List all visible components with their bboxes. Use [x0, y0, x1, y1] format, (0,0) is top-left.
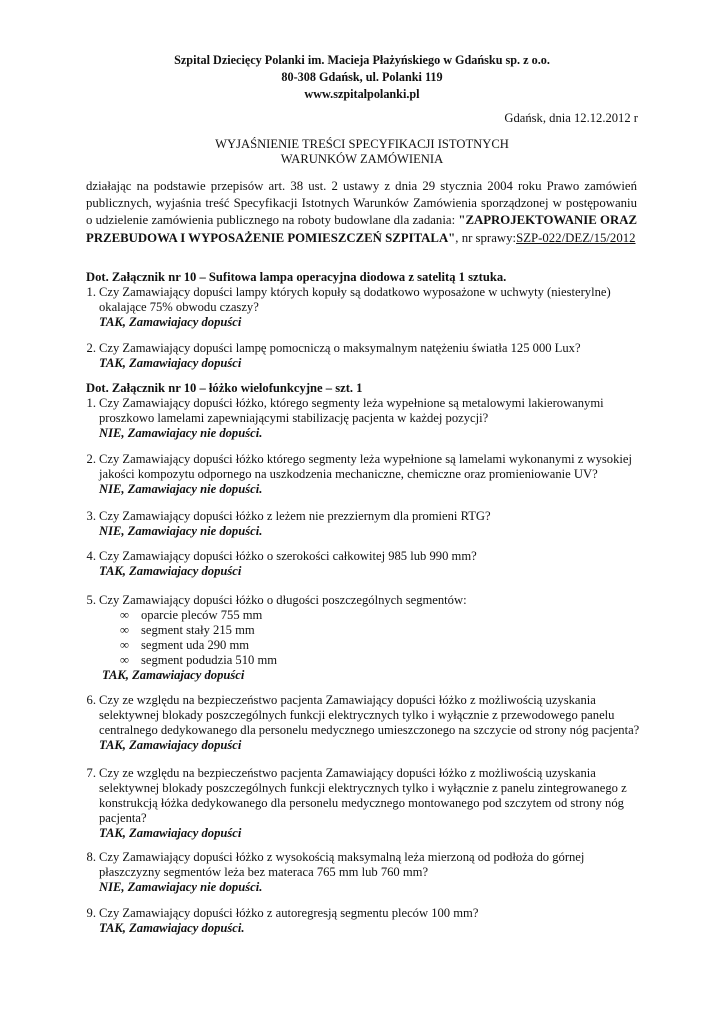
- question-text: Czy Zamawiający dopuści łóżko o długości poszczególnych segmentów:: [99, 593, 467, 607]
- list-item-text: segment stały 215 mm: [141, 623, 255, 638]
- title-line-2: WARUNKÓW ZAMÓWIENIA: [280, 152, 444, 166]
- question-text: Czy Zamawiający dopuści łóżko o szerokości całkowitej 985 lub 990 mm?: [99, 549, 477, 563]
- question-number: 1.: [86, 285, 96, 299]
- document-date: Gdańsk, dnia 12.12.2012 r: [504, 111, 638, 125]
- answer-text: NIE, Zamawiajacy nie dopuści.: [99, 524, 263, 539]
- question-number: 3.: [86, 509, 96, 523]
- bullet-icon: ∞: [120, 638, 129, 653]
- answer-text: TAK, Zamawiajacy dopuści: [99, 564, 242, 579]
- question-number: 6.: [86, 693, 96, 707]
- list-item-text: segment uda 290 mm: [141, 638, 250, 653]
- question-number: 2.: [86, 341, 96, 355]
- list-item: [120, 623, 644, 638]
- list-item: [120, 653, 644, 668]
- question-number: 8.: [86, 850, 96, 864]
- document-title: [0, 137, 724, 167]
- hospital-website: www.szpitalpolanki.pl: [304, 87, 420, 101]
- question-number: 1.: [86, 396, 96, 410]
- question-text: Czy Zamawiający dopuści łóżko z leżem nie prezziernym dla promieni RTG?: [99, 509, 491, 523]
- hospital-name: Szpital Dziecięcy Polanki im. Macieja Płażyńskiego w Gdańsku sp. z o.o.: [174, 53, 550, 67]
- case-number: SZP-022/DEZ/15/2012: [516, 230, 636, 245]
- segment-list: [99, 608, 644, 668]
- answer-text: TAK, Zamawiajacy dopuści: [99, 738, 242, 753]
- section-title: Dot. Załącznik nr 10 – Sufitowa lampa operacyjna diodowa z satelitą 1 sztuka.: [86, 270, 507, 284]
- list-item-text: segment podudzia 510 mm: [141, 653, 278, 668]
- letterhead: [0, 52, 724, 103]
- question-number: 7.: [86, 766, 96, 780]
- answer-text: NIE, Zamawiajacy nie dopuści.: [99, 426, 263, 441]
- intro-text: działając na podstawie przepisów art. 38 ust. 2 ustawy z dnia 29 stycznia 2004 roku Prawo zamówień publicznych, wyjaśnia treść Specyfikacji Istotnych Warunków Zamówienia sporządzonej w postępowaniu o udzielenie zamówienia publicznego na roboty budowlane dla zadania:: [86, 179, 637, 228]
- case-prefix: , nr sprawy:: [455, 230, 517, 245]
- question-number: 4.: [86, 549, 96, 563]
- answer-text: TAK, Zamawiajacy dopuści.: [99, 921, 245, 936]
- question-number: 9.: [86, 906, 96, 920]
- question-text: Czy Zamawiający dopuści łóżko którego segmenty leża wypełnione są lamelami wykonanymi z wysokiej jakości kompozytu odpornego na uszkodzenia mechaniczne, chemiczne oraz promieniowanie UV?: [99, 452, 632, 482]
- list-item: [120, 608, 644, 623]
- list-item: [120, 638, 644, 653]
- question-text: Czy Zamawiający dopuści lampę pomocniczą o maksymalnym natężeniu światła 125 000 Lux?: [99, 341, 581, 355]
- answer-text: NIE, Zamawiajacy nie dopuści.: [99, 880, 263, 895]
- project-subject: "ZAPROJEKTOWANIE ORAZ PRZEBUDOWA I WYPOSAŻENIE POMIESZCZEŃ SZPITALA": [86, 213, 637, 245]
- hospital-address: 80-308 Gdańsk, ul. Polanki 119: [281, 70, 443, 84]
- answer-text: TAK, Zamawiajacy dopuści: [102, 668, 245, 683]
- answer-text: TAK, Zamawiajacy dopuści: [99, 356, 242, 371]
- question-text: Czy Zamawiający dopuści łóżko, którego segmenty leża wypełnione są metalowymi lakierowanymi proszkowo lamelami zapewniającymi stabilizację pacjenta w każdej pozycji?: [99, 396, 604, 426]
- question-text: Czy Zamawiający dopuści łóżko z autoregresją segmentu pleców 100 mm?: [99, 906, 479, 920]
- question-text: Czy ze względu na bezpieczeństwo pacjenta Zamawiający dopuści łóżko z możliwością uzyskania selektywnej blokady poszczególnych funkcji elektrycznych tylko i wyłącznie z przewodowego panelu centralnego dedykowanego dla personelu medycznego umieszczonego na szczycie od strony nóg pacjenta?: [99, 693, 640, 738]
- question-text: Czy Zamawiający dopuści łóżko z wysokością maksymalną leża mierzoną od podłoża do górnej płaszczyzny segmentów leża bez materaca 765 mm lub 760 mm?: [99, 850, 585, 880]
- section-title: Dot. Załącznik nr 10 – łóżko wielofunkcyjne – szt. 1: [86, 381, 363, 395]
- question-number: 2.: [86, 452, 96, 466]
- answer-text: TAK, Zamawiajacy dopuści: [99, 826, 242, 841]
- question-text: Czy Zamawiający dopuści lampy których kopuły są dodatkowo wyposażone w uchwyty (niesterylne) okalające 75% obwodu czaszy?: [99, 285, 611, 315]
- list-item-text: oparcie pleców 755 mm: [141, 608, 263, 623]
- answer-text: TAK, Zamawiajacy dopuści: [99, 315, 242, 330]
- bullet-icon: ∞: [120, 608, 129, 623]
- question-text: Czy ze względu na bezpieczeństwo pacjenta Zamawiający dopuści łóżko z możliwością uzyskania selektywnej blokady poszczególnych funkcji elektrycznych tylko i wyłącznie z panelu zintegrowanego z konstrukcją łóżka dedykowanego dla personelu medycznego montowanego pod szczytem od strony nóg pacjenta?: [99, 766, 627, 826]
- question-number: 5.: [86, 593, 96, 607]
- intro-paragraph: [86, 178, 637, 247]
- answer-text: NIE, Zamawiajacy nie dopuści.: [99, 482, 263, 497]
- bullet-icon: ∞: [120, 623, 129, 638]
- bullet-icon: ∞: [120, 653, 129, 668]
- title-line-1: WYJAŚNIENIE TREŚCI SPECYFIKACJI ISTOTNYCH: [215, 137, 509, 151]
